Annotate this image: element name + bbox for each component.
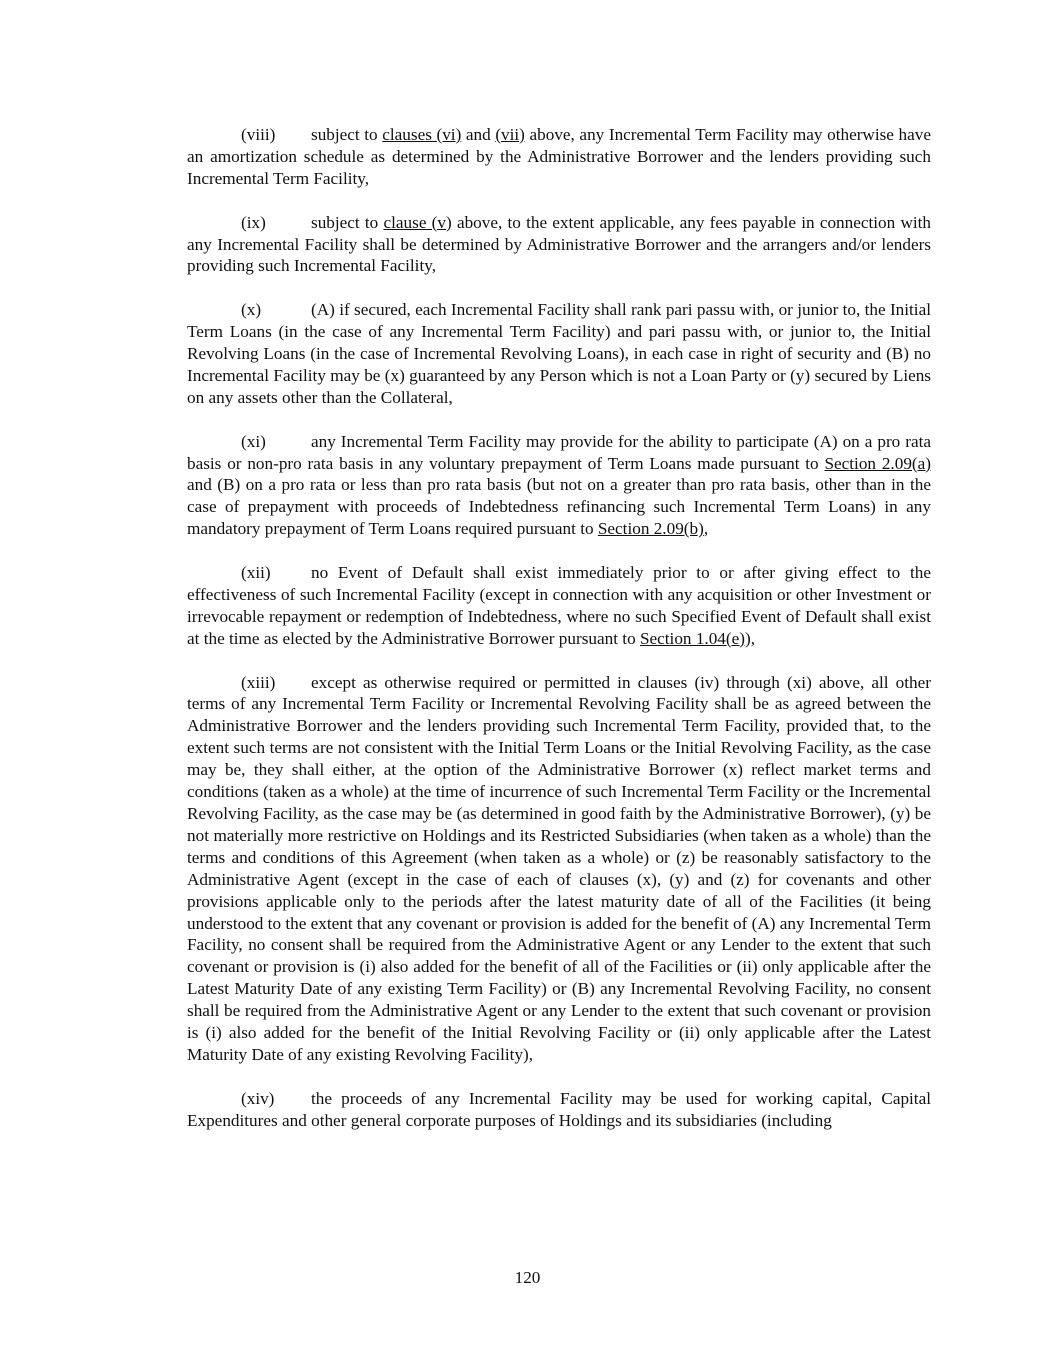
clause-ix bbox=[187, 212, 931, 278]
clause-number: (ix) bbox=[241, 212, 266, 232]
clause-text: above, to the extent applicable, any fees payable in connection with any Incremental Facility shall be determined by Administrative Borrower and the arrangers and/or lenders providing such Incremental Facility, bbox=[187, 212, 931, 276]
page-number: 120 bbox=[514, 1268, 541, 1287]
clause-text: subject to bbox=[311, 125, 383, 144]
clause-xii bbox=[187, 562, 931, 650]
clause-number: (xii) bbox=[241, 563, 271, 583]
clause-text: except as otherwise required or permitted in clauses (iv) through (xi) above, all other terms of any Incremental Term Facility or Incremental Revolving Facility shall be as agreed between the Administrative Borrower and the lenders providing such Incremental Term Facility, provided that, to the extent such terms are not consistent with the Initial Term Loans or the Initial Revolving Facility, as the case may be, they shall either, at the option of the Administrative Borrower (x) reflect market terms and conditions (taken as a whole) at the time of incurrence of such Incremental Term Facility or the Incremental Revolving Facility, as the case may be (as determined in good faith by the Administrative Borrower), (y) be not materially more restrictive on Holdings and its Restricted Subsidiaries (when taken as a whole) than the terms and conditions of this Agreement (when taken as a whole) or (z) be reasonably satisfactory to the Administrative Agent (except in the case of each of clauses (x), (y) and (z) for covenants and other provisions applicable only to the periods after the latest maturity date of all of the Facilities (it being understood to the extent that any covenant or provision is added for the benefit of (A) any Incremental Term Facility, no consent shall be required from the Administrative Agent or any Lender to the extent that such covenant or provision is (i) also added for the benefit of all of the Facilities or (ii) only applicable after the Latest Maturity Date of any existing Term Facility) or (B) any Incremental Revolving Facility, no consent shall be required from the Administrative Agent or any Lender to the extent that such covenant or provision is (i) also added for the benefit of the Initial Revolving Facility or (ii) only applicable after the Latest Maturity Date of any existing Revolving Facility), bbox=[187, 672, 931, 1064]
cross-reference: (vii) bbox=[495, 125, 525, 144]
clause-number: (xiv) bbox=[241, 1088, 275, 1108]
clause-text: and (B) on a pro rata or less than pro rata basis (but not on a greater than pro rata basis, other than in the case of prepayment with proceeds of Indebtedness refinancing such Incremental Term Loans) in any mandatory prepayment of Term Loans required pursuant to bbox=[187, 475, 931, 539]
document-page bbox=[187, 124, 931, 1153]
clause-text: any Incremental Term Facility may provide for the ability to participate (A) on a pro rata basis or non-pro rata basis in any voluntary prepayment of Term Loans made pursuant to bbox=[187, 431, 931, 473]
clause-number: (x) bbox=[241, 300, 262, 320]
clause-x bbox=[187, 299, 931, 409]
cross-reference: Section 2.09(a) bbox=[824, 453, 931, 473]
clause-text: no Event of Default shall exist immediately prior to or after giving effect to the effectiveness of such Incremental Facility (except in connection with any acquisition or other Investment or irrevocable repayment or redemption of Indebtedness, where no such Specified Event of Default shall exist at the time as elected by the Administrative Borrower pursuant to bbox=[187, 563, 931, 648]
cross-reference: clause (v) bbox=[383, 212, 452, 232]
clause-text: the proceeds of any Incremental Facility may be used for working capital, Capital Expenditures and other general corporate purposes of Holdings and its subsidiaries (including bbox=[187, 1088, 931, 1130]
clause-number: (xiii) bbox=[241, 672, 276, 692]
cross-reference: clauses (vi) bbox=[382, 125, 462, 144]
clause-text: , bbox=[703, 519, 709, 539]
cross-reference: Section 2.09(b) bbox=[597, 519, 704, 539]
clause-viii bbox=[187, 124, 931, 190]
clause-text: ), bbox=[744, 628, 756, 648]
clause-number: (viii) bbox=[241, 125, 276, 144]
clause-text: (A) if secured, each Incremental Facility shall rank pari passu with, or junior to, the Initial Term Loans (in the case of any Incremental Term Facility) and pari passu with, or junior to, the Initial Revolving Loans (in the case of Incremental Revolving Loans), in each case in right of security and (B) no Incremental Facility may be (x) guaranteed by any Person which is not a Loan Party or (y) secured by Liens on any assets other than the Collateral, bbox=[187, 300, 931, 407]
clause-text: and bbox=[461, 125, 496, 144]
clause-xiv bbox=[187, 1088, 931, 1132]
cross-reference: Section 1.04(e) bbox=[639, 628, 745, 648]
clause-text: above, any Incremental Term Facility may otherwise have an amortization schedule as determined by the Administrative Borrower and the lenders providing such Incremental Term Facility, bbox=[187, 125, 931, 188]
clause-number: (xi) bbox=[241, 431, 266, 451]
clause-text: subject to bbox=[311, 212, 384, 232]
clause-xiii bbox=[187, 672, 931, 1066]
clause-xi bbox=[187, 431, 931, 541]
